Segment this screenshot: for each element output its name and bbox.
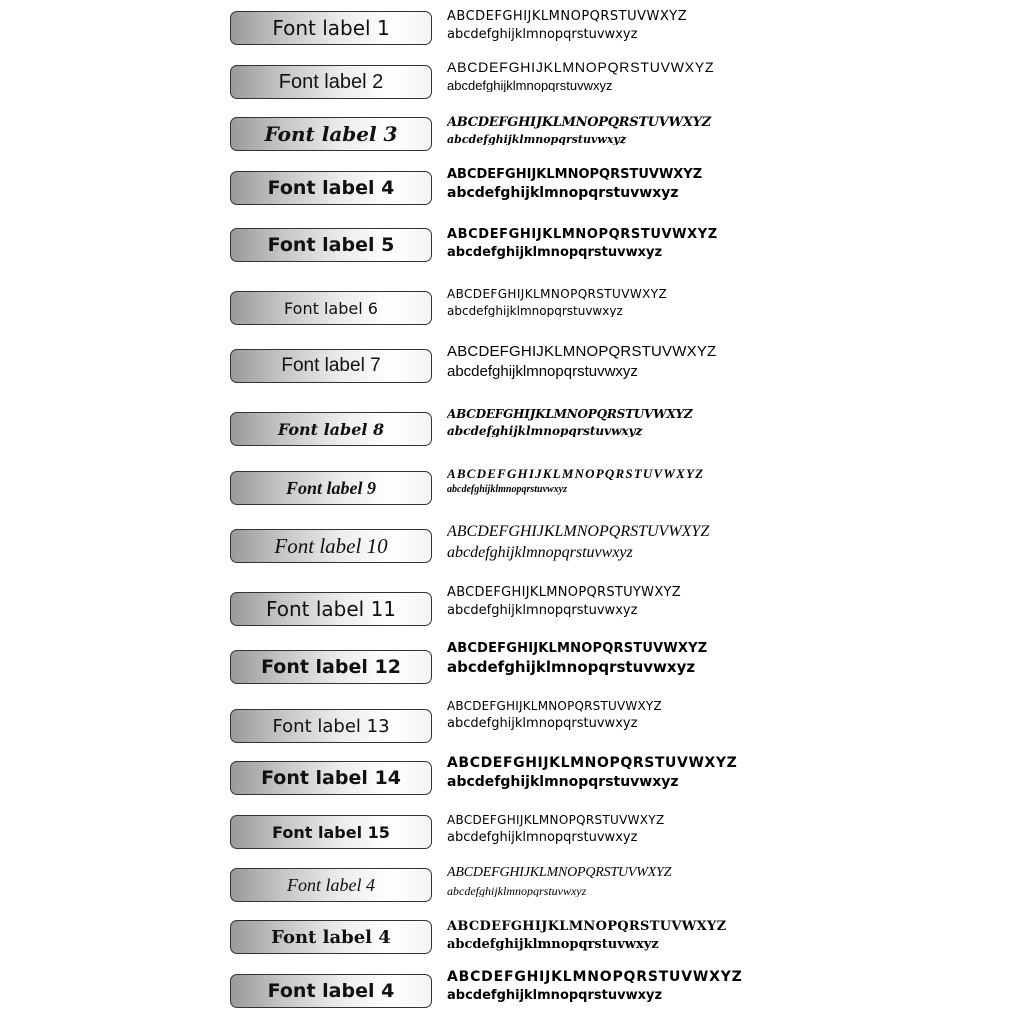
lowercase-alphabet: abcdefghijklmnopqrstuvwxyz [447,773,679,790]
lowercase-alphabet: abcdefghijklmnopqrstuvwxyz [447,362,638,380]
lowercase-alphabet: abcdefghijklmnopqrstuvwxyz [447,184,679,201]
alphabet-sample [447,642,807,675]
uppercase-alphabet: ABCDEFGHIJKLMNOPQRSTUVWXYZ [447,866,672,880]
uppercase-alphabet: ABCDEFGHIJKLMNOPQRSTUVWXYZ [447,756,738,771]
lowercase-alphabet: abcdefghijklmnopqrstuvwxyz [447,987,663,1003]
font-label-badge: Font label 6 [230,291,432,325]
alphabet-sample [447,866,807,897]
font-label-badge: Font label 12 [230,650,432,684]
lowercase-alphabet: abcdefghijklmnopqrstuvwxyz [447,829,638,845]
font-label-badge: Font label 7 [230,349,432,383]
lowercase-alphabet: abcdefghijklmnopqrstuvwxyz [447,543,633,561]
font-label-badge: Font label 11 [230,592,432,626]
font-label-badge: Font label 1 [230,11,432,45]
font-label-badge: Font label 15 [230,815,432,849]
uppercase-alphabet: ABCDEFGHIJKLMNOPQRSTUVWXYZ [447,288,668,301]
font-label-badge: Font label 14 [230,761,432,795]
lowercase-alphabet: abcdefghijklmnopqrstuvwxyz [447,244,663,260]
lowercase-alphabet: abcdefghijklmnopqrstuvwxyz [447,883,587,898]
lowercase-alphabet: abcdefghijklmnopqrstuvwxyz [447,303,623,318]
uppercase-alphabet: ABCDEFGHIJKLMNOPQRSTUVWXYZ [447,344,717,360]
uppercase-alphabet: ABCDEFGHIJKLMNOPQRSTUVWXYZ [447,408,693,421]
uppercase-alphabet: ABCDEFGHIJKLMNOPQRSTUVWXYZ [447,467,705,481]
lowercase-alphabet: abcdefghijklmnopqrstuvwxyz [447,77,613,93]
alphabet-sample [447,168,807,200]
uppercase-alphabet: ABCDEFGHIJKLMNOPQRSTUVWXYZ [447,228,718,242]
uppercase-alphabet: ABCDEFGHIJKLMNOPQRSTUVWXYZ [447,814,665,827]
alphabet-sample [447,288,807,317]
uppercase-alphabet: ABCDEFGHIJKLMNOPQRSTUVWXYZ [447,970,743,985]
alphabet-sample [447,524,807,562]
font-label-badge: Font label 10 [230,529,432,563]
uppercase-alphabet: ABCDEFGHIJKLMNOPQRSTUYWXYZ [447,586,681,600]
alphabet-sample [447,116,807,145]
alphabet-sample [447,700,807,730]
alphabet-sample [447,10,807,41]
font-label-badge: Font label 3 [230,117,432,151]
uppercase-alphabet: ABCDEFGHIJKLMNOPQRSTUVWXYZ [447,642,708,656]
lowercase-alphabet: abcdefghijklmnopqrstuvwxyz [447,936,659,952]
alphabet-sample [447,467,807,495]
lowercase-alphabet: abcdefghijklmnopqrstuvwxyz [447,602,638,618]
font-label-badge: Font label 4 [230,171,432,205]
alphabet-sample [447,756,807,789]
uppercase-alphabet: ABCDEFGHIJKLMNOPQRSTUVWXYZ [447,920,727,934]
alphabet-sample [447,970,807,1002]
uppercase-alphabet: ABCDEFGHIJKLMNOPQRSTUVWXYZ [447,10,688,24]
font-label-badge: Font label 13 [230,709,432,743]
uppercase-alphabet: ABCDEFGHIJKLMNOPQRSTUVWXYZ [447,60,715,75]
lowercase-alphabet: abcdefghijklmnopqrstuvwxyz [447,423,643,438]
alphabet-sample [447,586,807,617]
lowercase-alphabet: abcdefghijklmnopqrstuvwxyz [447,26,638,42]
font-label-badge: Font label 2 [230,65,432,99]
font-label-badge: Font label 4 [230,920,432,954]
alphabet-sample [447,408,807,437]
font-label-badge: Font label 5 [230,228,432,262]
lowercase-alphabet: abcdefghijklmnopqrstuvwxyz [447,132,627,146]
uppercase-alphabet: ABCDEFGHIJKLMNOPQRSTUVWXYZ [447,700,662,713]
alphabet-sample [447,60,807,92]
lowercase-alphabet: abcdefghijklmnopqrstuvwxyz [447,483,568,495]
alphabet-sample [447,814,807,844]
alphabet-sample [447,920,807,951]
font-label-badge: Font label 9 [230,471,432,505]
alphabet-sample [447,228,807,259]
lowercase-alphabet: abcdefghijklmnopqrstuvwxyz [447,715,638,731]
uppercase-alphabet: ABCDEFGHIJKLMNOPQRSTUVWXYZ [447,168,703,182]
uppercase-alphabet: ABCDEFGHIJKLMNOPQRSTUVWXYZ [447,116,711,130]
uppercase-alphabet: ABCDEFGHIJKLMNOPQRSTUVWXYZ [447,524,710,540]
font-label-badge: Font label 4 [230,974,432,1008]
lowercase-alphabet: abcdefghijklmnopqrstuvwxyz [447,657,696,676]
font-label-badge: Font label 8 [230,412,432,446]
alphabet-sample [447,344,807,380]
font-label-badge: Font label 4 [230,868,432,902]
